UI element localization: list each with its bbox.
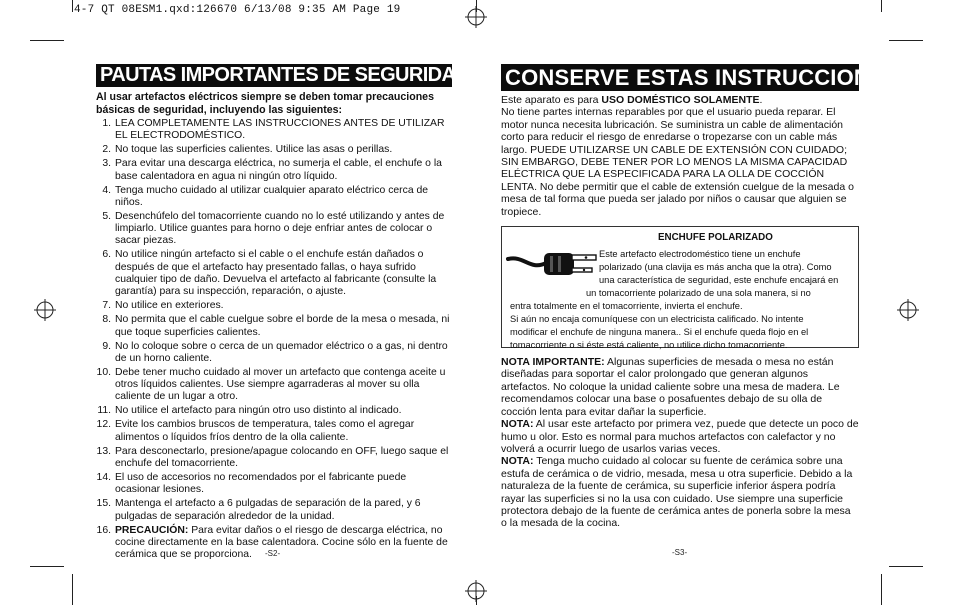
safety-rule-item <box>96 446 452 471</box>
safety-rule-item <box>96 144 452 156</box>
crop-mark-top-left-h <box>30 40 64 41</box>
crop-mark-bottom-left-v <box>72 574 73 605</box>
rule-text: No utilice el artefacto para ningún otro uso distinto al indicado. <box>115 405 402 417</box>
box-text-line: entra totalmente en el tomacorriente, invierta el enchufe. <box>510 301 743 312</box>
rule-number: 10. <box>96 366 111 378</box>
safety-banner-title: PAUTAS IMPORTANTES DE SEGURIDAD <box>96 64 452 87</box>
registration-mark-icon <box>34 299 56 321</box>
rule-number: 16. <box>96 524 111 536</box>
right-page <box>501 64 900 530</box>
safety-rule-item <box>96 472 452 497</box>
safety-rule-item <box>96 405 452 417</box>
rule-number: 1. <box>102 118 111 129</box>
household-use-paragraph: Este aparato es para USO DOMÉSTICO SOLAMENTE. <box>501 94 763 106</box>
registration-mark-icon <box>465 580 487 602</box>
rule-text: No permita que el cable cuelgue sobre el borde de la mesa o mesada, ni que toque superficies calientes. <box>115 314 450 338</box>
rule-number: 15. <box>96 498 111 510</box>
safety-rule-item <box>96 498 452 523</box>
polarized-plug-box <box>501 226 859 351</box>
box-text-line: tomacorriente o si éste está caliente, no utilice dicho tomacorriente. <box>510 340 788 351</box>
polarized-plug-title: ENCHUFE POLARIZADO <box>658 232 773 244</box>
rule-text: No toque las superficies calientes. Utilice las asas o perillas. <box>115 144 393 156</box>
left-page <box>96 64 470 563</box>
safety-rules-list <box>96 118 452 561</box>
safety-rule-item <box>96 300 452 312</box>
safety-rule-item <box>96 367 452 404</box>
rule-number: 13. <box>96 445 111 457</box>
box-text-line: una característica de seguridad, este enchufe encajará en <box>599 275 839 286</box>
rule-number: 12. <box>96 419 111 431</box>
rule-text: Evite los cambios bruscos de temperatura, tales como el agregar alimentos o líquidos fríos dentro de la olla caliente. <box>115 419 415 443</box>
note-text: Algunas superficies de mesada o mesa no están diseñadas para soportar el calor prolongado que generan algunos artefactos. No coloque la unidad caliente sobre una mesa de madera. Le recomendamos colocar una base o posafuentes debajo de su olla de cocción lenta para evitar dañar la superficie. <box>501 356 840 418</box>
note-text: Al usar este artefacto por primera vez, puede que detecte un poco de humo u olor. Esto es normal para muchos artefactos con calefactor y no volverá a ocurrir luego de usarlos varias veces. <box>501 418 859 455</box>
crop-mark-bottom-right-h <box>889 566 923 567</box>
crop-mark-bottom-left-h <box>30 566 64 567</box>
safety-rule-item <box>96 314 452 339</box>
registration-mark-icon <box>465 6 487 28</box>
rule-number: 14. <box>96 471 111 483</box>
rule-text: El uso de accesorios no recomendados por el fabricante puede ocasionar lesiones. <box>115 471 407 496</box>
safety-rule-item <box>96 118 452 143</box>
rule-number: 11. <box>97 405 111 417</box>
rule-number: 4. <box>102 184 111 196</box>
rule-text: No lo coloque sobre o cerca de un quemador eléctrico o a gas, ni dentro de un horno caliente. <box>115 340 448 364</box>
rule-text: No utilice en exteriores. <box>115 300 224 312</box>
file-slug-line: 4-7 QT 08ESM1.qxd:126670 6/13/08 9:35 AM Page 19 <box>74 4 401 16</box>
rule-text: LEA COMPLETAMENTE LAS INSTRUCCIONES ANTES DE UTILIZAR EL ELECTRODOMÉSTICO. <box>115 118 445 142</box>
crop-mark-bottom-right-v <box>881 574 882 605</box>
rule-text: No utilice ningún artefacto si el cable o el enchufe están dañados o después de que el artefacto hay presentado fallas, o haya sufrido cualquier tipo de daño. Devuelva el artefacto al fabricante (consulte la garantía) para su inspección, reparación, o ajuste. <box>115 249 437 298</box>
rule-text: Para desconectarlo, presione/apague colocando en OFF, luego saque el enchufe del tomacorriente. <box>115 445 449 469</box>
safety-intro: Al usar artefactos eléctricos siempre se deben tomar precauciones básicas de seguridad, incluyendo las siguientes: <box>96 91 434 116</box>
note-paragraph <box>501 418 859 455</box>
rule-number: 7. <box>102 300 111 312</box>
rule-number: 3. <box>102 158 111 170</box>
crop-mark-top-right-v <box>881 0 882 12</box>
polarized-plug-icon <box>506 237 600 291</box>
safety-rule-item <box>96 158 452 183</box>
rule-text: Mantenga el artefacto a 6 pulgadas de separación de la pared, y 6 pulgadas de separación alrededor de la unidad. <box>115 498 421 522</box>
safety-rule-item <box>96 419 452 444</box>
caution-label: PRECAUCIÓN: <box>115 524 189 536</box>
rule-number: 9. <box>102 340 111 352</box>
rule-number: 8. <box>102 314 111 326</box>
registration-mark-icon <box>897 299 919 321</box>
household-use-label: USO DOMÉSTICO SOLAMENTE <box>601 94 760 106</box>
rule-text: Debe tener mucho cuidado al mover un artefacto que contenga aceite u otros líquidos calientes. Use siempre agarraderas al mover su olla caliente de un lugar a otro. <box>115 366 446 403</box>
rule-number: 6. <box>102 249 111 261</box>
note-label: NOTA: <box>501 418 534 431</box>
keep-instructions-banner: CONSERVE ESTAS INSTRUCCIONES <box>501 64 859 91</box>
rule-text: Tenga mucho cuidado al utilizar cualquier aparato eléctrico cerca de niños. <box>115 184 429 208</box>
note-label: NOTA: <box>501 455 534 468</box>
notes-section <box>501 356 859 530</box>
rule-number: 2. <box>102 144 111 156</box>
rule-text: Para evitar una descarga eléctrica, no sumerja el cable, el enchufe o la base calentadora en agua ni ningún otro líquido. <box>115 158 442 182</box>
safety-rule-item <box>96 341 452 366</box>
rule-number: 5. <box>102 210 111 222</box>
box-text-line: un tomacorriente polarizado de una sola manera, si no <box>586 288 811 299</box>
note-label: NOTA IMPORTANTE: <box>501 356 605 369</box>
note-paragraph <box>501 356 859 418</box>
crop-mark-top-right-h <box>889 40 923 41</box>
extension-cord-paragraph: No tiene partes internas reparables por que el usuario pueda reparar. El motor nunca necesita lubricación. Se suministra un cable de alimentación corto para reducir el riesgo de enredarse o tropezarse con un cable más largo. PUEDE UTILIZARSE UN CABLE DE EXTENSIÓN CON CUIDADO; SIN EMBARGO, DEBE TENER POR LO MENOS LA MISMA CAPACIDAD ELÉCTRICA QUE LA ESPECIFICADA PARA LA OLLA DE COCCIÓN LENTA. No debe permitir que el cable de extensión cuelgue de la mesada o mesa de tal forma que pueda ser jalado por niños o causar que alguien se tropiece. <box>501 106 854 218</box>
box-text-line: Si aún no encaja comuníquese con un electricista calificado. No intente <box>510 314 804 325</box>
box-text-line: Este artefacto electrodoméstico tiene un enchufe <box>599 249 801 260</box>
safety-rule-item <box>96 249 452 298</box>
box-text-line: modificar el enchufe de ninguna manera.. Si el enchufe queda flojo en el <box>510 327 809 338</box>
rule-text: Para evitar daños o el riesgo de descarga eléctrica, no cocine directamente en la base calentadora. Cocine sólo en la fuente de cerámica que se proporciona. <box>115 524 448 561</box>
page-number-left: -S2- <box>265 549 281 558</box>
rule-text: Desenchúfelo del tomacorriente cuando no lo esté utilizando y antes de limpiarlo. Utilice guantes para horno o deje enfriar antes de colocar o sacar piezas. <box>115 210 445 247</box>
note-text: Tenga mucho cuidado al colocar su fuente de cerámica sobre una estufa de cerámica o de vidrio, mesada, mesa u otra superficie. Debido a la naturaleza de la fuente de cerámica, su superficie inferior áspera podría rayar las superficies si no la usa con cuidado. Use siempre una superficie protectora debajo de la fuente de cerámica antes de ponerla sobre la mesa o la mesada de la cocina. <box>501 455 853 530</box>
page-number-right: -S3- <box>672 548 688 557</box>
note-paragraph <box>501 455 859 529</box>
safety-rule-item <box>96 211 452 248</box>
safety-rule-item <box>96 185 452 210</box>
crop-mark-top-left-v <box>72 0 73 12</box>
box-text-line: polarizado (una clavija es más ancha que la otra). Como <box>599 262 832 273</box>
